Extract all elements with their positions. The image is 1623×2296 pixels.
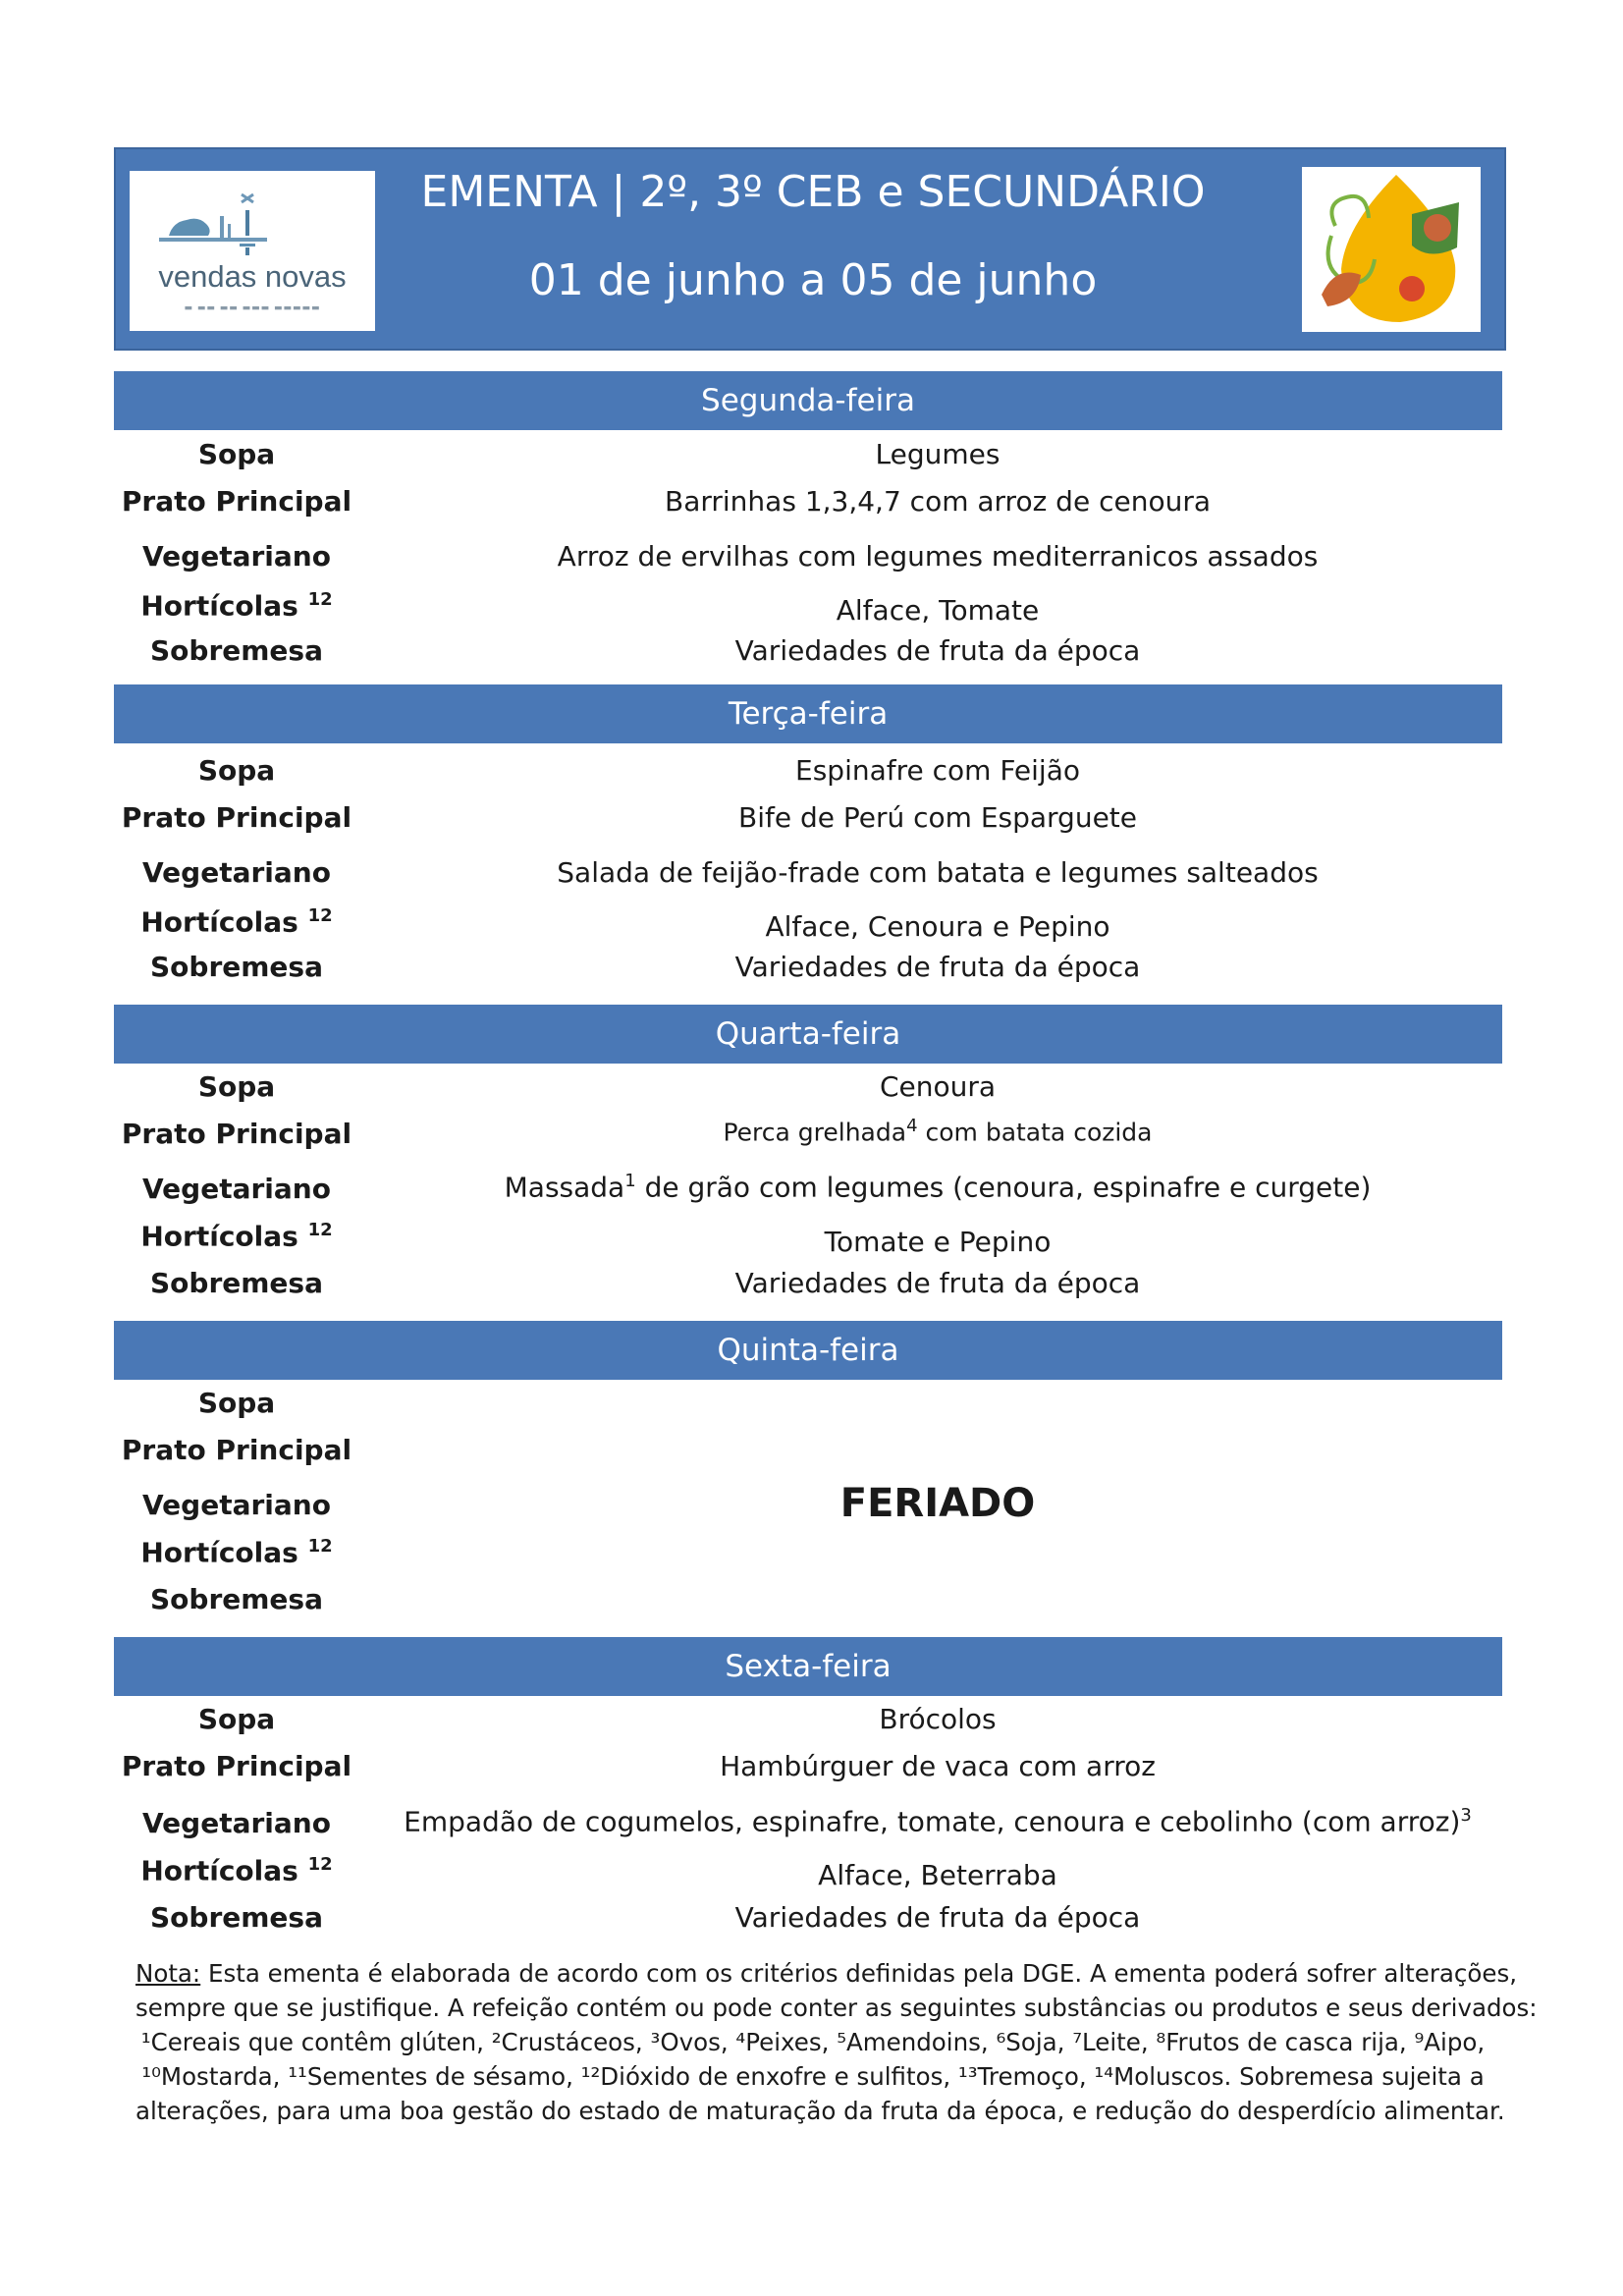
label-horticolas: Hortícolas $^{12}$ <box>140 905 333 939</box>
friday-soup: Brócolos <box>879 1703 997 1735</box>
note-line-1: Nota: Esta ementa é elaborada de acordo com os critérios definidas pela DGE. A ementa poderá sofrer alterações, <box>135 1959 1517 1988</box>
label-dessert: Sobremesa <box>150 634 323 667</box>
wednesday-dessert: Variedades de fruta da época <box>734 1267 1141 1299</box>
day-header-thursday: Quinta-feira <box>114 1321 1502 1380</box>
label-main: Prato Principal <box>121 485 352 518</box>
fruit-drop-icon <box>1302 167 1481 332</box>
wednesday-main: Perca grelhada$^4$ com batata cozida <box>723 1116 1153 1147</box>
label-soup: Sopa <box>197 754 276 787</box>
tuesday-soup: Espinafre com Feijão <box>795 754 1080 787</box>
tuesday-dessert: Variedades de fruta da época <box>734 951 1141 983</box>
label-dessert: Sobremesa <box>150 1901 323 1934</box>
wednesday-soup: Cenoura <box>879 1070 997 1103</box>
friday-main: Hambúrguer de vaca com arroz <box>720 1750 1156 1782</box>
page-title: EMENTA | 2º, 3º CEB e SECUNDÁRIO <box>420 167 1206 217</box>
label-dessert: Sobremesa <box>150 951 323 983</box>
label-dessert: Sobremesa <box>150 1267 323 1299</box>
monday-main: Barrinhas 1,3,4,7 com arroz de cenoura <box>665 485 1211 518</box>
logo-text: vendas novas <box>158 259 347 294</box>
monday-dessert: Variedades de fruta da época <box>734 634 1141 667</box>
label-soup: Sopa <box>197 1387 276 1419</box>
note-line-4: ¹⁰Mostarda, ¹¹Sementes de sésamo, ¹²Dióxido de enxofre e sulfitos, ¹³Tremoço, ¹⁴Moluscos. Sobremesa sujeita a <box>141 2062 1485 2091</box>
day-header-wednesday: Quarta-feira <box>114 1005 1502 1064</box>
note-line-2: sempre que se justifique. A refeição contém ou pode conter as seguintes substâncias ou produtos e seus derivados: <box>135 1994 1538 2022</box>
label-horticolas: Hortícolas $^{12}$ <box>140 1854 333 1887</box>
tuesday-vegetarian: Salada de feijão-frade com batata e legumes salteados <box>557 856 1319 889</box>
fruit-logo <box>1302 167 1481 332</box>
wednesday-horticolas: Tomate e Pepino <box>824 1226 1052 1258</box>
label-horticolas: Hortícolas $^{12}$ <box>140 1536 333 1569</box>
friday-dessert: Variedades de fruta da época <box>734 1901 1141 1934</box>
label-vegetarian: Vegetariano <box>142 856 331 889</box>
date-range: 01 de junho a 05 de junho <box>528 255 1098 305</box>
friday-vegetarian: Empadão de cogumelos, espinafre, tomate, cenoura e cebolinho (com arroz)$^3$ <box>404 1805 1472 1838</box>
note-line-3: ¹Cereais que contêm glúten, ²Crustáceos, ³Ovos, ⁴Peixes, ⁵Amendoins, ⁶Soja, ⁷Leite, ⁸Frutos de casca rija, ⁹Aipo, <box>140 2028 1486 2056</box>
tuesday-main: Bife de Perú com Esparguete <box>737 801 1138 834</box>
label-main: Prato Principal <box>121 1750 352 1782</box>
wednesday-vegetarian: Massada$^1$ de grão com legumes (cenoura, espinafre e curgete) <box>504 1171 1372 1204</box>
label-soup: Sopa <box>197 438 276 470</box>
label-soup: Sopa <box>197 1070 276 1103</box>
label-horticolas: Hortícolas $^{12}$ <box>140 589 333 623</box>
logo-tagline: ▬ ▬▬ ▬▬ ▬▬▬ ▬▬▬▬▬ <box>184 303 321 313</box>
label-vegetarian: Vegetariano <box>142 540 331 573</box>
label-main: Prato Principal <box>121 1434 352 1466</box>
allergen-note <box>135 1956 1538 2128</box>
label-main: Prato Principal <box>121 801 352 834</box>
note-label: Nota: <box>135 1959 201 1988</box>
day-header-friday: Sexta-feira <box>114 1637 1502 1696</box>
monday-soup: Legumes <box>875 438 1001 470</box>
holiday-label: FERIADO <box>839 1481 1036 1526</box>
day-header-monday: Segunda-feira <box>114 371 1502 430</box>
label-vegetarian: Vegetariano <box>142 1173 331 1205</box>
day-header-tuesday: Terça-feira <box>114 684 1502 743</box>
label-main: Prato Principal <box>121 1118 352 1150</box>
friday-horticolas: Alface, Beterraba <box>818 1859 1057 1891</box>
label-vegetarian: Vegetariano <box>142 1807 331 1839</box>
tuesday-horticolas: Alface, Cenoura e Pepino <box>765 910 1110 943</box>
monday-vegetarian: Arroz de ervilhas com legumes mediterranicos assados <box>557 540 1319 573</box>
municipality-logo <box>130 171 375 331</box>
monday-horticolas: Alface, Tomate <box>836 594 1040 627</box>
windmill-logo-icon <box>130 171 375 259</box>
label-vegetarian: Vegetariano <box>142 1489 331 1521</box>
note-line-5: alterações, para uma boa gestão do estado de maturação da fruta da época, e redução do desperdício alimentar. <box>135 2097 1505 2125</box>
header-banner <box>114 147 1506 351</box>
label-dessert: Sobremesa <box>150 1583 323 1615</box>
label-horticolas: Hortícolas $^{12}$ <box>140 1220 333 1253</box>
label-soup: Sopa <box>197 1703 276 1735</box>
